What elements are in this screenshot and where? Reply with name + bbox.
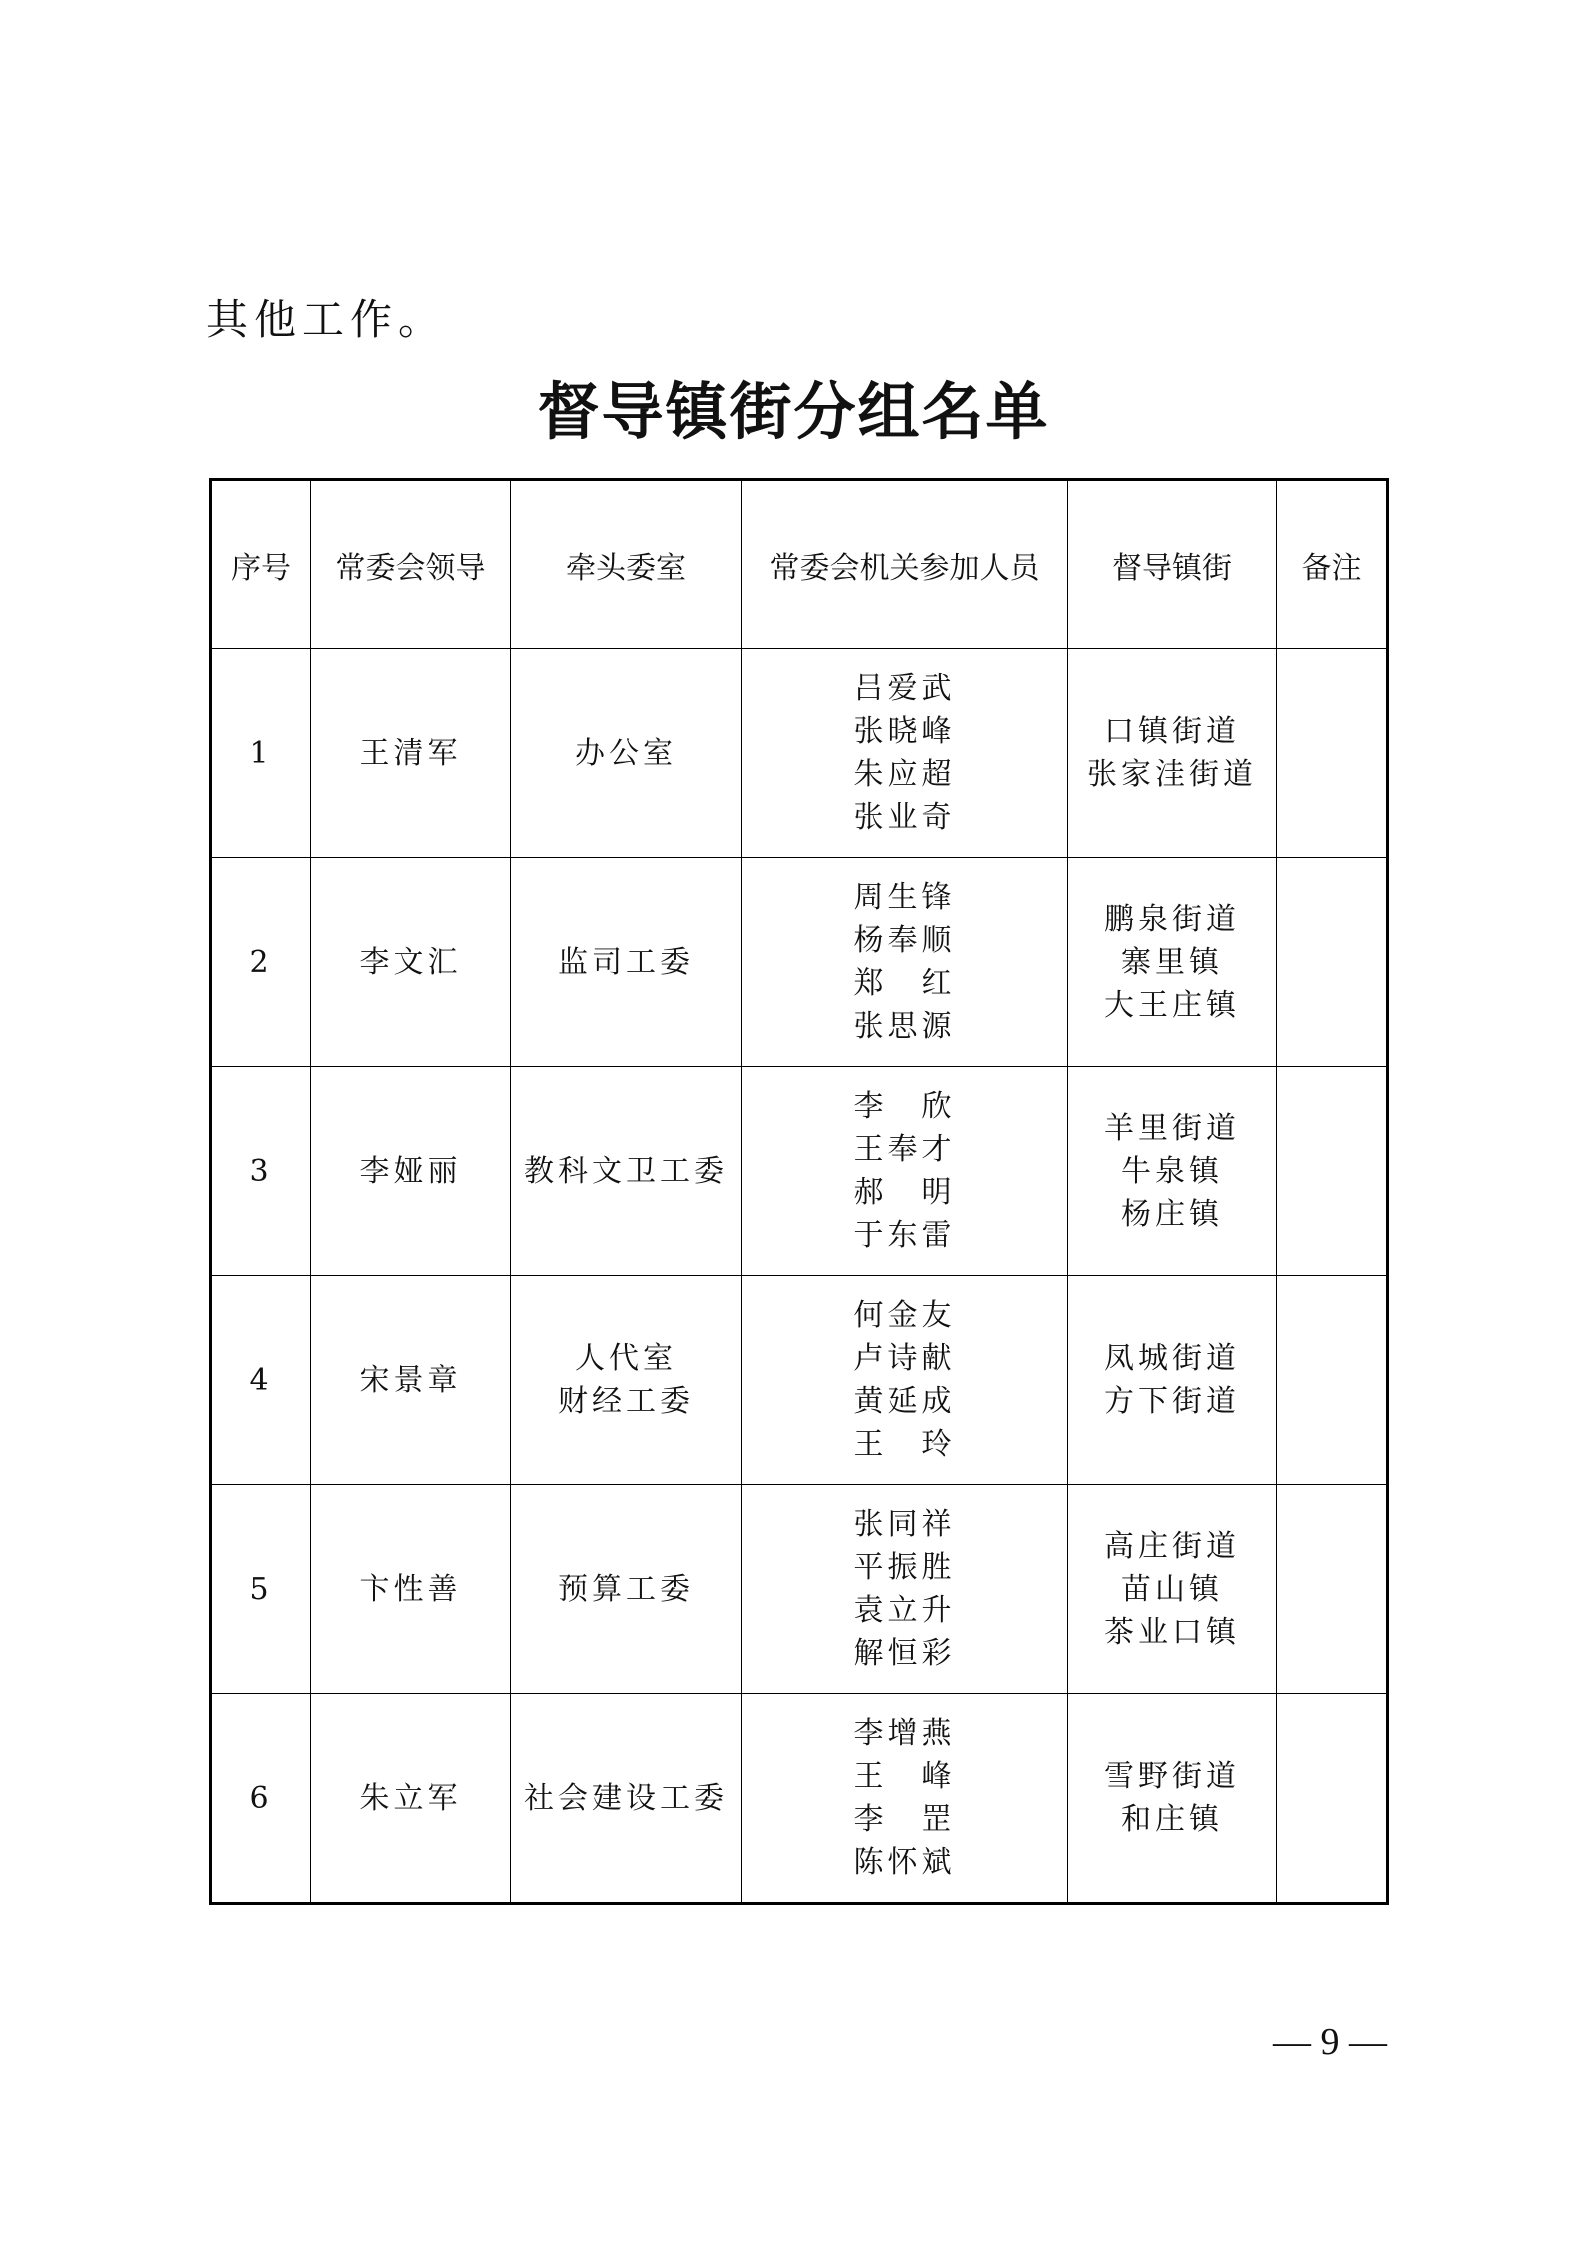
- cell-remark: [1277, 1276, 1388, 1485]
- town-name: 羊里街道: [1104, 1110, 1240, 1146]
- staff-name: 解恒彩: [853, 1636, 956, 1671]
- cell-remark: [1277, 1067, 1388, 1276]
- staff-name: 张思源: [853, 1009, 956, 1044]
- staff-name: 杨奉顺: [853, 923, 956, 958]
- cell-leader: 宋景章: [311, 1276, 511, 1485]
- town-name: 张家洼街道: [1087, 757, 1257, 792]
- cell-seq: 1: [211, 649, 311, 858]
- table-row: [211, 649, 1388, 858]
- staff-name: 何金友: [853, 1298, 956, 1333]
- cell-towns: [1068, 858, 1277, 1067]
- cell-seq: 2: [211, 858, 311, 1067]
- header-towns: 督导镇街: [1068, 480, 1277, 649]
- staff-name: 陈怀斌: [853, 1845, 956, 1880]
- office-name: 人代室: [575, 1341, 677, 1376]
- town-name: 茶业口镇: [1104, 1614, 1240, 1650]
- town-name: 大王庄镇: [1104, 987, 1240, 1023]
- office-name: 预算工委: [558, 1571, 694, 1607]
- table-row: [211, 1485, 1388, 1694]
- office-name: 财经工委: [558, 1384, 694, 1419]
- town-name: 高庄街道: [1104, 1528, 1240, 1564]
- town-name: 鹏泉街道: [1104, 901, 1240, 937]
- cell-seq: 3: [211, 1067, 311, 1276]
- cell-staff: [742, 649, 1068, 858]
- staff-name: 郑 红: [853, 966, 956, 1001]
- town-name: 方下街道: [1104, 1384, 1240, 1419]
- cell-staff: [742, 1694, 1068, 1904]
- cell-leader: 朱立军: [311, 1694, 511, 1904]
- town-name: 和庄镇: [1121, 1802, 1223, 1837]
- town-name: 牛泉镇: [1121, 1153, 1223, 1189]
- office-name: 社会建设工委: [524, 1780, 728, 1816]
- cell-office: [511, 1485, 742, 1694]
- cell-office: [511, 858, 742, 1067]
- cell-office: [511, 649, 742, 858]
- cell-staff: [742, 1276, 1068, 1485]
- staff-name: 王 玲: [853, 1427, 956, 1462]
- staff-name: 卢诗献: [853, 1341, 956, 1376]
- town-name: 口镇街道: [1104, 714, 1240, 749]
- cell-remark: [1277, 858, 1388, 1067]
- table-row: [211, 858, 1388, 1067]
- staff-name: 袁立升: [853, 1593, 956, 1628]
- town-name: 苗山镇: [1121, 1571, 1223, 1607]
- table-row: [211, 1067, 1388, 1276]
- staff-name: 张业奇: [853, 800, 956, 835]
- staff-name: 王 峰: [853, 1759, 956, 1794]
- header-remark: 备注: [1277, 480, 1388, 649]
- cell-staff: [742, 1485, 1068, 1694]
- table-row: [211, 1276, 1388, 1485]
- staff-name: 张晓峰: [853, 714, 956, 749]
- town-name: 杨庄镇: [1121, 1196, 1223, 1232]
- header-office: 牵头委室: [511, 480, 742, 649]
- cell-office: [511, 1276, 742, 1485]
- town-name: 雪野街道: [1104, 1759, 1240, 1794]
- cell-office: [511, 1067, 742, 1276]
- table-header-row: [211, 480, 1388, 649]
- cell-towns: [1068, 649, 1277, 858]
- roster-table: [209, 478, 1389, 1905]
- staff-name: 朱应超: [853, 757, 956, 792]
- cell-towns: [1068, 1276, 1277, 1485]
- staff-name: 于东雷: [853, 1218, 956, 1253]
- header-seq: 序号: [211, 480, 311, 649]
- staff-name: 黄延成: [853, 1384, 956, 1419]
- staff-name: 吕爱武: [853, 671, 956, 706]
- cell-staff: [742, 858, 1068, 1067]
- office-name: 办公室: [575, 735, 677, 771]
- town-name: 凤城街道: [1104, 1341, 1240, 1376]
- cell-leader: 王清军: [311, 649, 511, 858]
- staff-name: 郝 明: [853, 1175, 956, 1210]
- office-name: 教科文卫工委: [524, 1153, 728, 1189]
- document-title: 督导镇街分组名单: [537, 375, 1050, 448]
- cell-leader: 卞性善: [311, 1485, 511, 1694]
- cell-remark: [1277, 649, 1388, 858]
- cell-staff: [742, 1067, 1068, 1276]
- staff-name: 李 罡: [853, 1802, 956, 1837]
- header-leader: 常委会领导: [311, 480, 511, 649]
- cell-towns: [1068, 1694, 1277, 1904]
- staff-name: 周生锋: [853, 880, 956, 915]
- table-row: [211, 1694, 1388, 1904]
- town-name: 寨里镇: [1121, 944, 1223, 980]
- cell-towns: [1068, 1067, 1277, 1276]
- page-number: — 9 —: [1273, 2021, 1387, 2063]
- cell-towns: [1068, 1485, 1277, 1694]
- cell-remark: [1277, 1694, 1388, 1904]
- office-name: 监司工委: [558, 944, 694, 980]
- staff-name: 张同祥: [853, 1507, 956, 1542]
- cell-office: [511, 1694, 742, 1904]
- lead-text: 其他工作。: [206, 295, 447, 344]
- staff-name: 李 欣: [853, 1089, 956, 1124]
- header-staff: 常委会机关参加人员: [742, 480, 1068, 649]
- staff-name: 王奉才: [853, 1132, 956, 1167]
- cell-seq: 6: [211, 1694, 311, 1904]
- staff-name: 李增燕: [853, 1716, 956, 1751]
- staff-name: 平振胜: [853, 1550, 956, 1585]
- cell-remark: [1277, 1485, 1388, 1694]
- cell-leader: 李娅丽: [311, 1067, 511, 1276]
- cell-seq: 5: [211, 1485, 311, 1694]
- cell-leader: 李文汇: [311, 858, 511, 1067]
- cell-seq: 4: [211, 1276, 311, 1485]
